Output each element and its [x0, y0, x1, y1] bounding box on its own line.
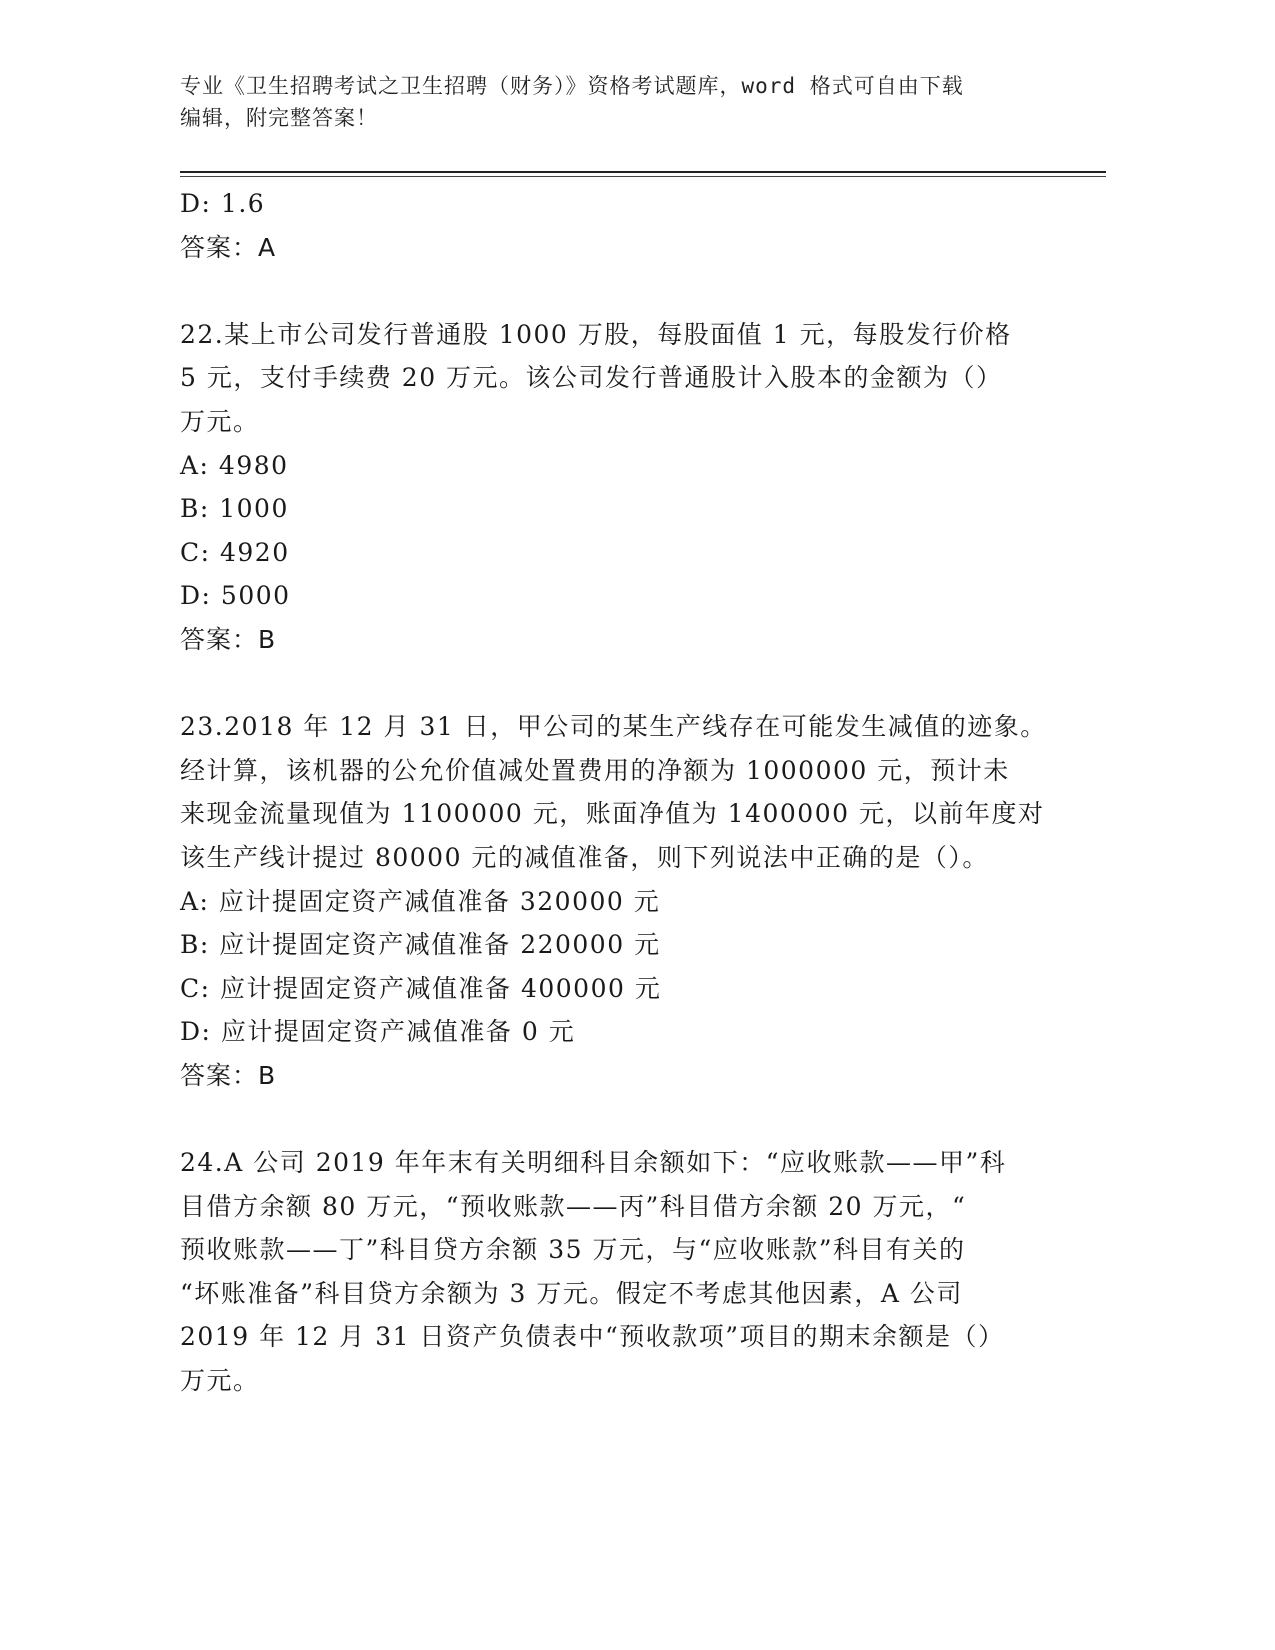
- header-divider-thin: [180, 176, 1106, 177]
- option-c: C: 4920: [180, 537, 290, 567]
- question-stem-line: 2019 年 12 月 31 日资产负债表中“预收款项”项目的期末余额是（）: [180, 1322, 1005, 1352]
- question-stem-line: 22.某上市公司发行普通股 1000 万股，每股面值 1 元，每股发行价格: [180, 319, 1012, 349]
- answer-line: 答案：A: [180, 232, 277, 262]
- question-stem-line: 经计算，该机器的公允价值减处置费用的净额为 1000000 元，预计未: [180, 755, 1010, 785]
- option-b: B: 应计提固定资产减值准备 220000 元: [180, 930, 661, 960]
- option-a: A: 应计提固定资产减值准备 320000 元: [180, 886, 661, 916]
- question-stem-line: 该生产线计提过 80000 元的减值准备，则下列说法中正确的是（）。: [180, 842, 989, 872]
- question-stem-line: “坏账准备”科目贷方余额为 3 万元。假定不考虑其他因素，A 公司: [180, 1278, 963, 1308]
- option-d: D: 5000: [180, 581, 291, 611]
- header-line-1: 专业《卫生招聘考试之卫生招聘（财务）》资格考试题库，word 格式可自由下载: [180, 74, 964, 98]
- question-21-tail: [180, 182, 1080, 269]
- option-b: B: 1000: [180, 494, 289, 524]
- question-stem-line: 24.A 公司 2019 年年末有关明细科目余额如下：“应收账款——甲”科: [180, 1148, 1007, 1178]
- option-c: C: 应计提固定资产减值准备 400000 元: [180, 973, 662, 1003]
- question-stem-line: 23.2018 年 12 月 31 日，甲公司的某生产线存在可能发生减值的迹象。: [180, 712, 1047, 742]
- option-d: D: 应计提固定资产减值准备 0 元: [180, 1017, 576, 1047]
- header-line-2: 编辑，附完整答案！: [180, 106, 378, 130]
- option-d: D: 1.6: [180, 189, 266, 218]
- question-stem-line: 万元。: [180, 406, 260, 436]
- document-body: [180, 182, 1080, 1403]
- question-stem-line: 5 元，支付手续费 20 万元。该公司发行普通股计入股本的金额为（）: [180, 363, 1003, 393]
- spacer: [180, 269, 1080, 313]
- answer-line: 答案：B: [180, 1060, 277, 1090]
- header-divider-thick: [180, 171, 1106, 173]
- question-stem-line: 万元。: [180, 1366, 260, 1396]
- question-stem-line: 目借方余额 80 万元，“预收账款——丙”科目借方余额 20 万元，“: [180, 1191, 967, 1221]
- question-22: [180, 313, 1080, 662]
- spacer: [180, 1097, 1080, 1141]
- question-stem-line: 来现金流量现值为 1100000 元，账面净值为 1400000 元，以前年度对: [180, 799, 1045, 829]
- page-header: [180, 70, 1080, 134]
- spacer: [180, 662, 1080, 706]
- question-24: [180, 1141, 1080, 1403]
- question-stem-line: 预收账款——丁”科目贷方余额 35 万元，与“应收账款”科目有关的: [180, 1235, 966, 1265]
- answer-line: 答案：B: [180, 624, 277, 654]
- question-23: [180, 705, 1080, 1097]
- option-a: A: 4980: [180, 450, 289, 480]
